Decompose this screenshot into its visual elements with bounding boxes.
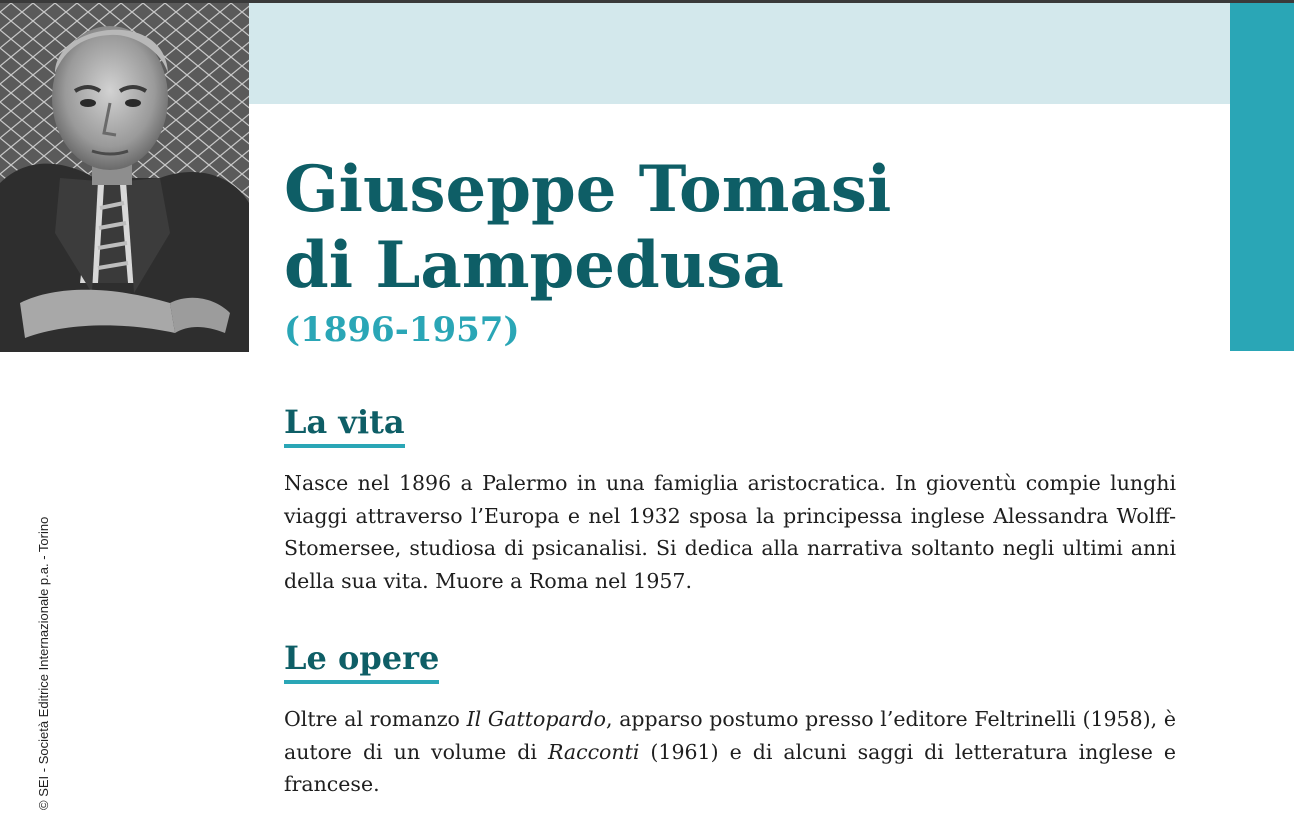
opere-text-part3: (1961) e di alcuni saggi di letteratura inglese e francese. (284, 739, 1176, 796)
author-name-line1: Giuseppe Tomasi (284, 152, 892, 227)
opere-text-part2: , apparso postumo presso l’editore Feltrinelli (1958), è autore di un volume di (284, 707, 1176, 764)
copyright-credit: © SEI - Società Editrice Internazionale p.a. - Torino (36, 516, 51, 810)
section-text-opere (284, 703, 1176, 801)
work-title-racconti: Racconti (547, 739, 640, 764)
author-portrait (0, 3, 249, 352)
work-title-gattopardo: Il Gattopardo (466, 707, 606, 731)
author-name-line2: di Lampedusa (284, 228, 784, 303)
section-text-vita: Nasce nel 1896 a Palermo in una famiglia aristocratica. In gioventù compie lunghi viaggi attraverso l’Europa e nel 1932 sposa la principessa inglese Alessandra Wolff-Stomersee, studiosa di psicanalisi. Si dedica alla narrativa soltanto negli ultimi anni della sua vita. Muore a Roma nel 1957. (284, 471, 1176, 593)
author-dates: (1896-1957) (284, 310, 520, 350)
header-band (249, 3, 1231, 104)
section-heading-opere: Le opere (284, 638, 439, 684)
opere-text-part1: Oltre al romanzo (284, 707, 467, 731)
accent-bar (1230, 3, 1294, 351)
section-heading-vita: La vita (284, 402, 405, 448)
author-name (284, 152, 891, 304)
